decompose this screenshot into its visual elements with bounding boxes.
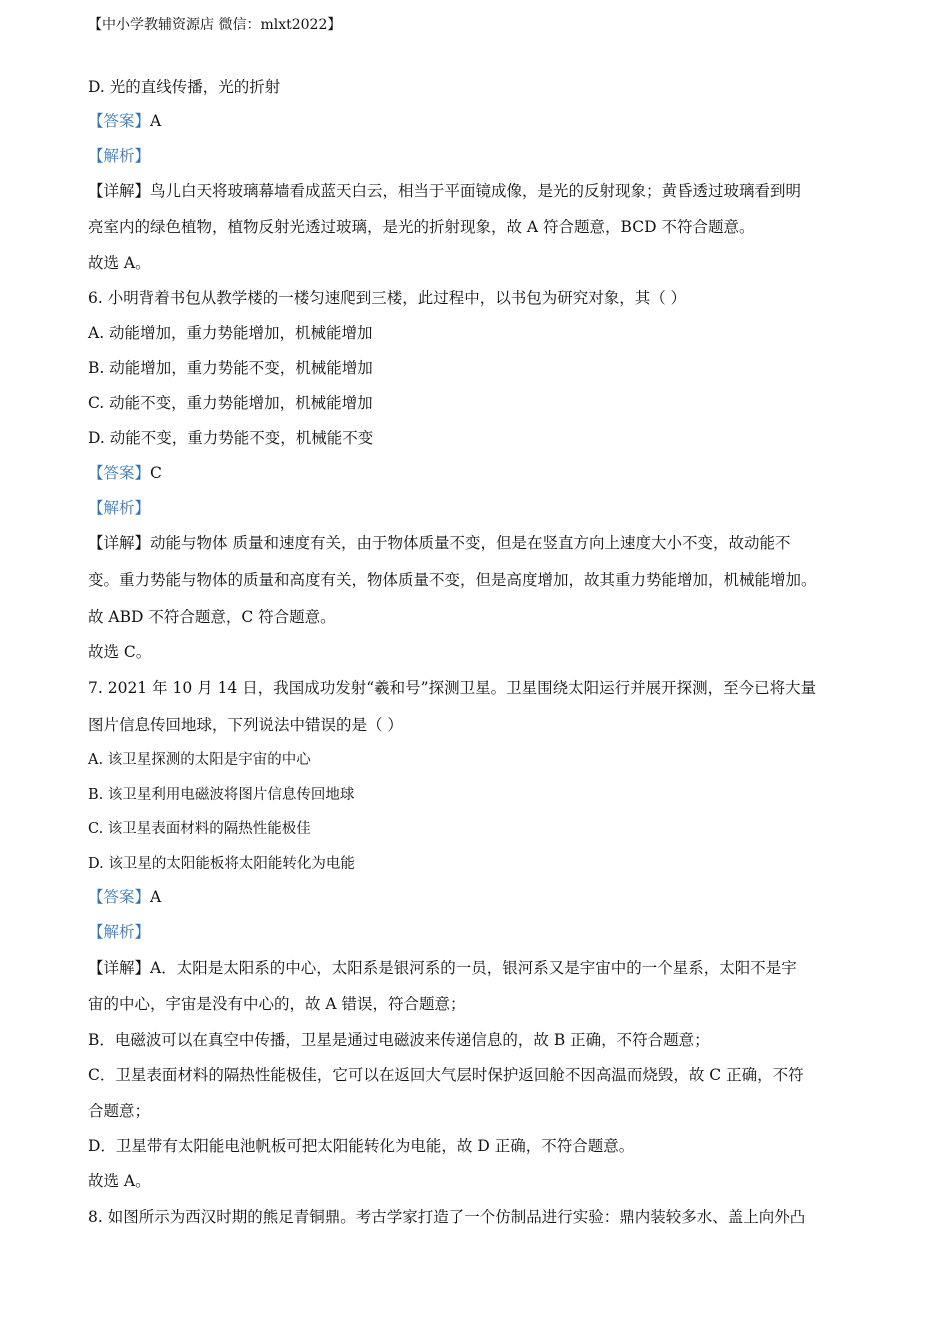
- line-text: A. 该卫星探测的太阳是宇宙的中心: [88, 752, 311, 768]
- answer-tag: 【答案】: [88, 112, 151, 130]
- answer-line: [88, 110, 878, 132]
- answer-tag: 【答案】: [88, 464, 151, 482]
- analysis-line: [88, 921, 878, 943]
- text-line: [88, 216, 878, 238]
- text-line: [88, 1135, 878, 1157]
- line-text: 故选 C。: [88, 643, 152, 661]
- analysis-line: [88, 145, 878, 167]
- question-line: [88, 714, 878, 736]
- line-text: 8. 如图所示为西汉时期的熊足青铜鼎。考古学家打造了一个仿制品进行实验：鼎内装较多水、盖上向外凸: [88, 1208, 806, 1226]
- line-text: 合题意；: [88, 1102, 151, 1120]
- line-text: 7. 2021 年 10 月 14 日，我国成功发射“羲和号”探测卫星。卫星围绕太阳运行并展开探测，至今已将大量: [88, 679, 817, 697]
- line-text: B. 该卫星利用电磁波将图片信息传回地球: [88, 787, 355, 803]
- line-text: D．卫星带有太阳能电池帆板可把太阳能转化为电能，故 D 正确，不符合题意。: [88, 1137, 635, 1155]
- detail-tag: 【详解】: [88, 182, 151, 200]
- line-text: 故 ABD 不符合题意，C 符合题意。: [88, 608, 336, 626]
- answer-line: [88, 462, 878, 484]
- line-text: 6. 小明背着书包从教学楼的一楼匀速爬到三楼，此过程中，以书包为研究对象，其（ ）: [88, 289, 687, 307]
- line-text: D. 动能不变，重力势能不变，机械能不变: [88, 429, 374, 447]
- answer-line: [88, 886, 878, 908]
- detail-tag: 【详解】: [88, 959, 151, 977]
- option-line: [88, 357, 878, 379]
- text-line: [88, 641, 878, 663]
- detail-line: [88, 180, 878, 202]
- detail-line: [88, 532, 878, 554]
- line-text: A. 动能增加，重力势能增加，机械能增加: [88, 324, 373, 342]
- text-line: [88, 1170, 878, 1192]
- question-line: [88, 287, 878, 309]
- line-text: B. 动能增加，重力势能不变，机械能增加: [88, 359, 373, 377]
- line-text: C．卫星表面材料的隔热性能极佳，它可以在返回大气层时保护返回舱不因高温而烧毁，故 C 正确，不符: [88, 1066, 804, 1084]
- option-line: [88, 853, 878, 875]
- option-line: [88, 76, 878, 98]
- text-line: [88, 606, 878, 628]
- text-line: [88, 993, 878, 1015]
- page-header: 【中小学教辅资源店 微信：mlxt2022】: [88, 17, 342, 33]
- answer-tag: 【答案】: [88, 888, 151, 906]
- line-text: 宙的中心，宇宙是没有中心的，故 A 错误，符合题意；: [88, 995, 466, 1013]
- analysis-line: [88, 497, 878, 519]
- line-text: B．电磁波可以在真空中传播，卫星是通过电磁波来传递信息的，故 B 正确，不符合题意；: [88, 1031, 710, 1049]
- text-line: [88, 1100, 878, 1122]
- line-text: C. 该卫星表面材料的隔热性能极佳: [88, 821, 311, 837]
- line-text: 变。重力势能与物体的质量和高度有关，物体质量不变，但是高度增加，故其重力势能增加，机械能增加。: [88, 571, 817, 589]
- option-line: [88, 784, 878, 806]
- option-line: [88, 322, 878, 344]
- line-text: 故选 A。: [88, 254, 151, 272]
- analysis-tag: 【解析】: [88, 499, 151, 517]
- line-text: 故选 A。: [88, 1172, 151, 1190]
- text-line: [88, 1064, 878, 1086]
- line-text: D. 该卫星的太阳能板将太阳能转化为电能: [88, 856, 355, 872]
- analysis-tag: 【解析】: [88, 147, 151, 165]
- line-text: A: [150, 112, 162, 130]
- line-text: C: [150, 464, 162, 482]
- question-line: [88, 1206, 878, 1228]
- line-text: C. 动能不变，重力势能增加，机械能增加: [88, 394, 373, 412]
- line-text: A．太阳是太阳系的中心，太阳系是银河系的一员，银河系又是宇宙中的一个星系，太阳不是宇: [150, 959, 797, 977]
- question-line: [88, 677, 878, 699]
- option-line: [88, 818, 878, 840]
- analysis-tag: 【解析】: [88, 923, 151, 941]
- line-text: 图片信息传回地球，下列说法中错误的是（ ）: [88, 716, 403, 734]
- option-line: [88, 392, 878, 414]
- line-text: 鸟儿白天将玻璃幕墙看成蓝天白云，相当于平面镜成像，是光的反射现象；黄昏透过玻璃看到明: [150, 182, 802, 200]
- option-line: [88, 749, 878, 771]
- text-line: [88, 252, 878, 274]
- text-line: [88, 569, 878, 591]
- line-text: 亮室内的绿色植物，植物反射光透过玻璃，是光的折射现象，故 A 符合题意，BCD 不符合题意。: [88, 218, 755, 236]
- line-text: 动能与物体 质量和速度有关，由于物体质量不变，但是在竖直方向上速度大小不变，故动能不: [150, 534, 791, 552]
- line-text: A: [150, 888, 162, 906]
- detail-tag: 【详解】: [88, 534, 151, 552]
- option-line: [88, 427, 878, 449]
- detail-line: [88, 957, 878, 979]
- text-line: [88, 1029, 878, 1051]
- line-text: D. 光的直线传播，光的折射: [88, 78, 281, 96]
